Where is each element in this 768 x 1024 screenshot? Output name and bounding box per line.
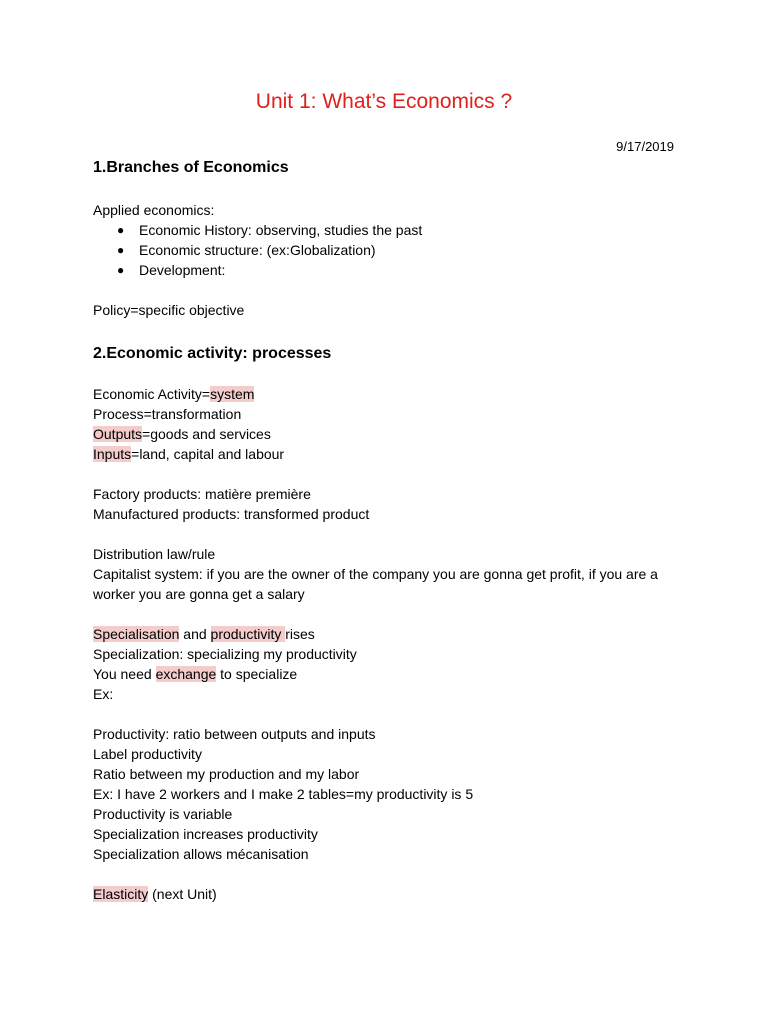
productivity-variable-line: Productivity is variable: [93, 806, 233, 822]
inputs-line: Inputs=land, capital and labour: [93, 446, 285, 462]
branches-list: [93, 220, 693, 280]
ex-line: Ex:: [93, 686, 114, 702]
ex-tables-line: Ex: I have 2 workers and I make 2 tables=my productivity is 5: [93, 786, 474, 802]
bullet-icon: ●: [117, 263, 125, 277]
highlight-outputs: Outputs: [93, 426, 143, 442]
list-item: ● Economic History: observing, studies the past: [117, 222, 423, 238]
document-title: Unit 1: What’s Economics ?: [255, 90, 513, 113]
bullet-icon: ●: [117, 223, 125, 237]
capitalist-system-line: Capitalist system: if you are the owner of the company you are gonna get profit, if you are a worker you are gonna get a salary: [93, 566, 658, 602]
applied-economics-label: Applied economics:: [93, 202, 215, 218]
specialization-line: Specialization: specializing my productivity: [93, 646, 357, 662]
highlight-productivity: productivity: [210, 626, 286, 642]
factory-products-line: Factory products: matière première: [93, 486, 311, 502]
section-heading-branches: 1.Branches of Economics: [93, 159, 289, 176]
elasticity-line: Elasticity (next Unit): [93, 886, 217, 902]
highlight-elasticity: Elasticity: [93, 886, 149, 902]
distribution-line: Distribution law/rule: [93, 546, 216, 562]
bullet-icon: ●: [117, 243, 125, 257]
document-date: 9/17/2019: [616, 139, 674, 154]
productivity-ratio-line: Productivity: ratio between outputs and inputs: [93, 726, 376, 742]
specialization-increases-line: Specialization increases productivity: [93, 826, 318, 842]
document-body: [93, 156, 693, 904]
policy-line: Policy=specific objective: [93, 302, 245, 318]
section-heading-activity: 2.Economic activity: processes: [93, 345, 332, 362]
highlight-inputs: Inputs: [93, 446, 132, 462]
outputs-line: Outputs=goods and services: [93, 426, 271, 442]
exchange-line: You need exchange to specialize: [93, 666, 298, 682]
highlight-system: system: [210, 386, 255, 402]
list-item: ● Development:: [117, 262, 226, 278]
highlight-exchange: exchange: [155, 666, 217, 682]
specialization-mecanisation-line: Specialization allows mécanisation: [93, 846, 309, 862]
manufactured-products-line: Manufactured products: transformed product: [93, 506, 370, 522]
label-productivity-line: Label productivity: [93, 746, 202, 762]
specialisation-line: Specialisation and productivity rises: [93, 626, 315, 642]
highlight-specialisation: Specialisation: [93, 626, 180, 642]
economic-activity-line: Economic Activity=system: [93, 386, 255, 402]
process-line: Process=transformation: [93, 406, 242, 422]
ratio-labor-line: Ratio between my production and my labor: [93, 766, 360, 782]
list-item: ● Economic structure: (ex:Globalization): [117, 242, 376, 258]
